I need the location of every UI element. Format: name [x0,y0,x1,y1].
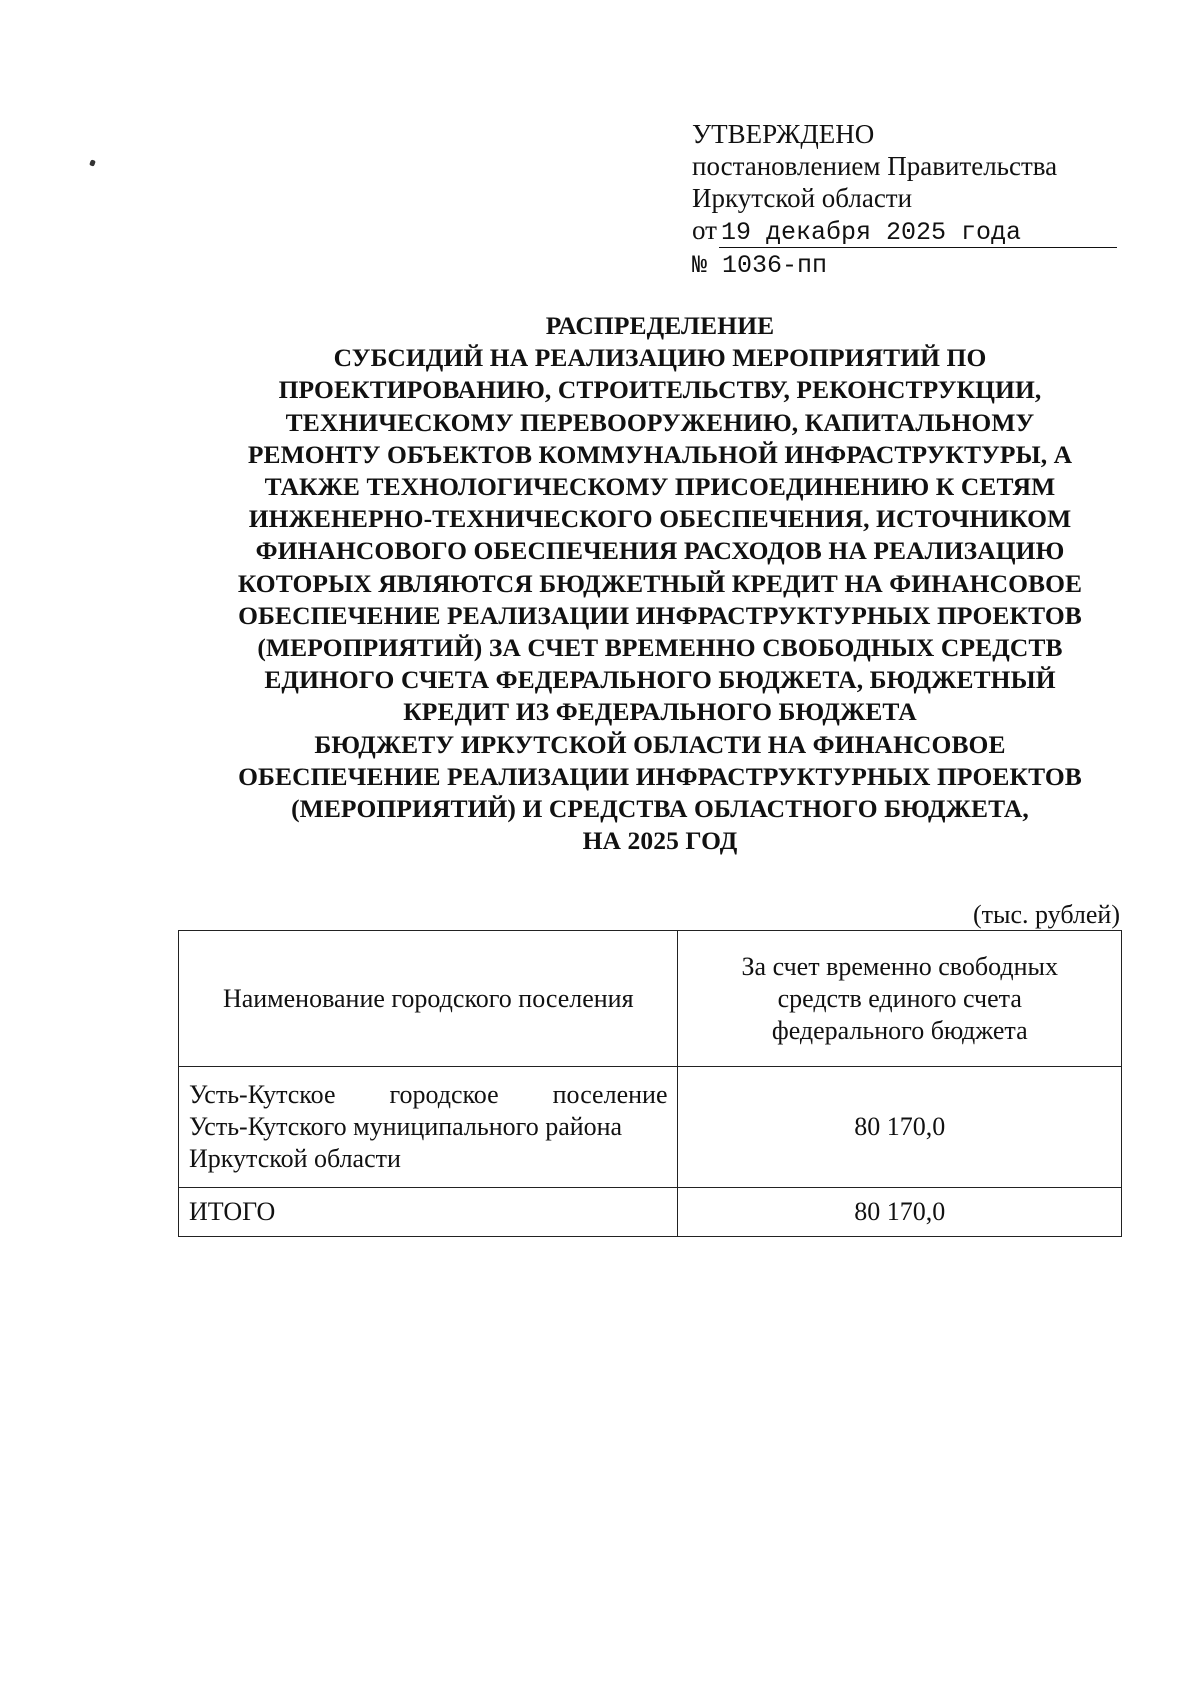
settlement-name-line: Усть-Кутского муниципального района [189,1112,623,1141]
title-line: (МЕРОПРИЯТИЙ) ЗА СЧЕТ ВРЕМЕННО СВОБОДНЫХ СРЕДСТВ [257,633,1063,663]
settlement-name-line: Иркутской области [189,1144,401,1173]
title-line: РЕМОНТУ ОБЪЕКТОВ КОММУНАЛЬНОЙ ИНФРАСТРУКТУРЫ, А [247,439,1073,469]
settlement-value-cell: 80 170,0 [678,1067,1122,1188]
total-label: ИТОГО [179,1188,678,1237]
table-header-row [179,931,1122,1067]
settlement-name-cell [179,1067,678,1188]
title-line: КРЕДИТ ИЗ ФЕДЕРАЛЬНОГО БЮДЖЕТА [403,697,917,727]
title-line: ТАКЖЕ ТЕХНОЛОГИЧЕСКОМУ ПРИСОЕДИНЕНИЮ К СЕТЯМ [264,472,1056,502]
header-value-line: федерального бюджета [771,1015,1028,1045]
title-line: ТЕХНИЧЕСКОМУ ПЕРЕВООРУЖЕНИЮ, КАПИТАЛЬНОМУ [285,407,1035,437]
approval-number: № 1036-пп [692,251,828,280]
header-federal-funds [678,931,1122,1067]
title-line: ИНЖЕНЕРНО-ТЕХНИЧЕСКОГО ОБЕСПЕЧЕНИЯ, ИСТОЧНИКОМ [248,504,1072,534]
title-line: РАСПРЕДЕЛЕНИЕ [545,311,775,340]
header-value-line: За счет временно свободных [741,951,1058,981]
header-settlement-name: Наименование городского поселения [179,931,678,1067]
approval-date-line [692,214,1122,248]
approval-heading: УТВЕРЖДЕНО [692,119,875,149]
settlement-name-line: Усть-Кутское городское поселение [189,1080,668,1109]
title-line: ПРОЕКТИРОВАНИЮ, СТРОИТЕЛЬСТВУ, РЕКОНСТРУКЦИИ, [278,375,1042,405]
total-value: 80 170,0 [678,1188,1122,1237]
document-title [185,310,1135,857]
title-line: ОБЕСПЕЧЕНИЕ РЕАЛИЗАЦИИ ИНФРАСТРУКТУРНЫХ ПРОЕКТОВ [238,600,1082,630]
allocation-table [178,930,1122,1237]
title-line: БЮДЖЕТУ ИРКУТСКОЙ ОБЛАСТИ НА ФИНАНСОВОЕ [314,729,1006,759]
title-line: НА 2025 ГОД [582,826,738,856]
title-line: ОБЕСПЕЧЕНИЕ РЕАЛИЗАЦИИ ИНФРАСТРУКТУРНЫХ ПРОЕКТОВ [238,761,1082,791]
approval-date: 19 декабря 2025 года [719,219,1117,248]
title-line: (МЕРОПРИЯТИЙ) И СРЕДСТВА ОБЛАСТНОГО БЮДЖЕТА, [291,794,1029,824]
units-label: (тыс. рублей) [972,900,1120,929]
approval-block [692,118,1122,282]
header-value-line: средств единого счета [777,983,1022,1013]
title-line: СУБСИДИЙ НА РЕАЛИЗАЦИЮ МЕРОПРИЯТИЙ ПО [333,343,987,373]
date-prefix: от [692,215,717,245]
title-line: ЕДИНОГО СЧЕТА ФЕДЕРАЛЬНОГО БЮДЖЕТА, БЮДЖЕТНЫЙ [264,665,1056,695]
approval-line-1: постановлением Правительства [692,151,1058,181]
approval-line-2: Иркутской области [692,183,913,213]
title-line: ФИНАНСОВОГО ОБЕСПЕЧЕНИЯ РАСХОДОВ НА РЕАЛИЗАЦИЮ [255,536,1065,566]
table-total-row [179,1188,1122,1237]
title-line: КОТОРЫХ ЯВЛЯЮТСЯ БЮДЖЕТНЫЙ КРЕДИТ НА ФИНАНСОВОЕ [237,568,1083,598]
table-row [179,1067,1122,1188]
scan-mark [89,159,96,166]
